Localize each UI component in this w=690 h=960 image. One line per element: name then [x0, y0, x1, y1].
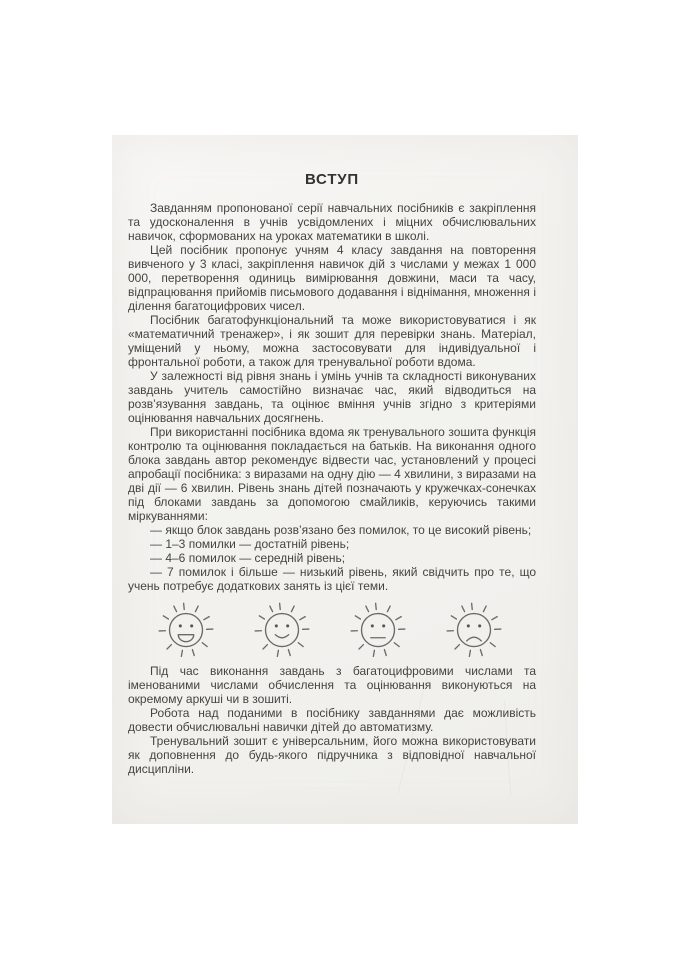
list-item: — 4–6 помилок — середній рівень; [150, 551, 346, 565]
list-item: — якщо блок завдань розв’язано без помилок, то це високий рівень; [150, 523, 532, 537]
sun-frown-icon [426, 596, 522, 662]
page-title: ВСТУП [305, 171, 359, 188]
list-item: — 7 помилок і більше — низький рівень, який свідчить про те, що учень потребує додаткових занять із цієї теми. [128, 565, 536, 593]
list-item: — 1–3 помилки — достатній рівень; [150, 537, 350, 551]
sun-neutral-icon [330, 596, 426, 662]
paragraph: Цей посібник пропонує учням 4 класу завдання на повторення вивченого у 3 класі, закріплення навичок дій з числами у межах 1 000 000, перетворення одиниць вимірювання довжини, маси та часу, відпрацювання прийомів письмового додавання і віднімання, множення і ділення багатоцифрових чисел. [128, 243, 536, 313]
paragraph: При використанні посібника вдома як тренувального зошита функція контролю та оцінювання покладається на батьків. На виконання одного блока завдань автор рекомендує відвести час, установлений у процесі апробації посібника: з виразами на одну дію — 4 хвилини, з виразами на дві дії — 6 хвилин. Рівень знань дітей позначають у кружечках-сонечках під блоками завдань за допомогою смайликів, керуючись такими міркуваннями: [128, 425, 536, 523]
levels-list [128, 523, 536, 593]
scanned-book-page [112, 135, 578, 824]
sun-faces-row [128, 596, 536, 662]
paragraph: Посібник багатофункціональний та може використовуватися і як «математичний тренажер», і як зошит для перевірки знань. Матеріал, уміщений у ньому, можна застосовувати для індивідуальної і фронтальної роботи, а також для тренувальної роботи вдома. [128, 313, 536, 369]
sun-smile-icon [234, 596, 330, 662]
page-content [128, 135, 536, 776]
paragraph: Під час виконання завдань з багатоцифровими числами та іменованими числами обчислення та оцінювання виконуються на окремому аркуші чи в зошиті. [128, 664, 536, 706]
paragraph: У залежності від рівня знань і умінь учнів та складності виконуваних завдань учитель самостійно визначає час, який відводиться на розв’язування завдань, та оцінює вміння учнів згідно з критеріями оцінювання навчальних досягнень. [128, 369, 536, 425]
paragraph: Робота над поданими в посібнику завданнями дає можливість довести обчислювальні навички дітей до автоматизму. [128, 706, 536, 734]
sun-grin-icon [138, 596, 234, 662]
paragraph: Завданням пропонованої серії навчальних посібників є закріплення та удосконалення в учнів усвідомлених і міцних обчислювальних навичок, сформованих на уроках математики в школі. [128, 201, 536, 243]
paragraph: Тренувальний зошит є універсальним, його можна використовувати як доповнення до будь-якого підручника з відповідної навчальної дисципліни. [128, 734, 536, 776]
